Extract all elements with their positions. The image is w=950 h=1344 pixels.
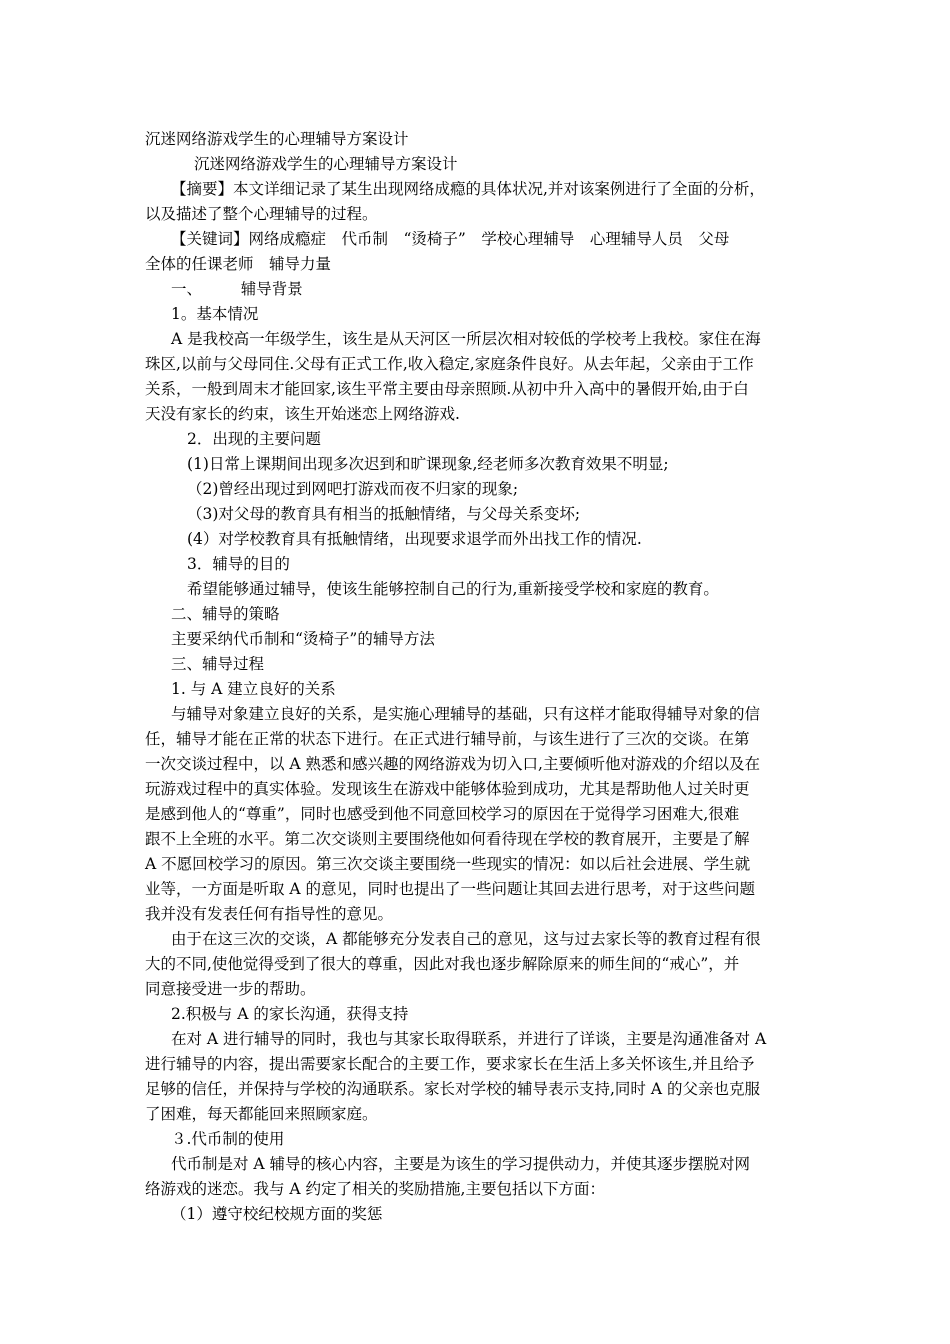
paragraph-line: 足够的信任，并保持与学校的沟通联系。家长对学校的辅导表示支持,同时 A 的父亲也克服 <box>145 1080 760 1098</box>
list-item: （1）遵守校纪校规方面的奖惩 <box>171 1205 383 1223</box>
section-heading-strategy: 二、辅导的策略 <box>171 605 280 623</box>
paragraph-line: 了困难，每天都能回来照顾家庭。 <box>145 1105 378 1123</box>
section-heading-background: 一、 辅导背景 <box>171 280 303 298</box>
paragraph-line: 珠区,以前与父母同住.父母有正式工作,收入稳定,家庭条件良好。从去年起，父亲由于工作 <box>145 355 754 373</box>
document-subtitle: 沉迷网络游戏学生的心理辅导方案设计 <box>194 155 458 173</box>
paragraph-line: 主要采纳代币制和“烫椅子”的辅导方法 <box>171 630 435 648</box>
keywords-line-1: 【关键词】网络成瘾症 代币制 “烫椅子” 学校心理辅导 心理辅导人员 父母 <box>171 230 730 248</box>
paragraph-line: 希望能够通过辅导，使该生能够控制自己的行为,重新接受学校和家庭的教育。 <box>187 580 719 598</box>
paragraph-line: 同意接受进一步的帮助。 <box>145 980 316 998</box>
paragraph-line: A 是我校高一年级学生，该生是从天河区一所层次相对较低的学校考上我校。家住在海 <box>171 330 761 348</box>
list-item: （3)对父母的教育具有相当的抵触情绪，与父母关系变坏; <box>187 505 581 523</box>
subheading-token-economy: ３.代币制的使用 <box>171 1130 285 1148</box>
keywords-line-2: 全体的任课老师 辅导力量 <box>145 255 332 273</box>
paragraph-line: 进行辅导的内容，提出需要家长配合的主要工作，要求家长在生活上多关怀该生,并且给予 <box>145 1055 755 1073</box>
section-heading-process: 三、辅导过程 <box>171 655 265 673</box>
paragraph-line: 玩游戏过程中的真实体验。发现该生在游戏中能够体验到成功，尤其是帮助他人过关时更 <box>145 780 750 798</box>
subheading-parents: 2.积极与 A 的家长沟通，获得支持 <box>171 1005 409 1023</box>
list-item: (4）对学校教育具有抵触情绪，出现要求退学而外出找工作的情况. <box>187 530 642 548</box>
paragraph-line: 与辅导对象建立良好的关系，是实施心理辅导的基础，只有这样才能取得辅导对象的信 <box>171 705 761 723</box>
subheading-purpose: 3．辅导的目的 <box>187 555 290 573</box>
list-item: (1)日常上课期间出现多次迟到和旷课现象,经老师多次教育效果不明显; <box>187 455 669 473</box>
paragraph-line: 是感到他人的“尊重”，同时也感受到他不同意回校学习的原因在于觉得学习困难大,很难 <box>145 805 740 823</box>
paragraph-line: A 不愿回校学习的原因。第三次交谈主要围绕一些现实的情况：如以后社会进展、学生就 <box>145 855 751 873</box>
subheading-main-problems: 2．出现的主要问题 <box>187 430 321 448</box>
abstract-line-2: 以及描述了整个心理辅导的过程。 <box>145 205 378 223</box>
subheading-relationship: 1. 与 A 建立良好的关系 <box>171 680 336 698</box>
paragraph-line: 代币制是对 A 辅导的核心内容，主要是为该生的学习提供动力，并使其逐步摆脱对网 <box>171 1155 751 1173</box>
document-title: 沉迷网络游戏学生的心理辅导方案设计 <box>145 130 409 148</box>
list-item: （2)曾经出现过到网吧打游戏而夜不归家的现象; <box>187 480 519 498</box>
paragraph-line: 由于在这三次的交谈，A 都能够充分发表自己的意见，这与过去家长等的教育过程有很 <box>171 930 761 948</box>
paragraph-line: 一次交谈过程中，以 A 熟悉和感兴趣的网络游戏为切入口,主要倾听他对游戏的介绍以及在 <box>145 755 760 773</box>
paragraph-line: 大的不同,使他觉得受到了很大的尊重，因此对我也逐步解除原来的师生间的“戒心”，并 <box>145 955 740 973</box>
paragraph-line: 任，辅导才能在正常的状态下进行。在正式进行辅导前，与该生进行了三次的交谈。在第 <box>145 730 750 748</box>
paragraph-line: 业等，一方面是听取 A 的意见，同时也提出了一些问题让其回去进行思考，对于这些问题 <box>145 880 756 898</box>
paragraph-line: 跟不上全班的水平。第二次交谈则主要围绕他如何看待现在学校的教育展开，主要是了解 <box>145 830 750 848</box>
abstract-line-1: 【摘要】本文详细记录了某生出现网络成瘾的具体状况,并对该案例进行了全面的分析， <box>171 180 765 198</box>
subheading-basic-info: 1。基本情况 <box>171 305 259 323</box>
paragraph-line: 天没有家长的约束，该生开始迷恋上网络游戏. <box>145 405 460 423</box>
paragraph-line: 我并没有发表任何有指导性的意见。 <box>145 905 394 923</box>
paragraph-line: 关系，一般到周末才能回家,该生平常主要由母亲照顾.从初中升入高中的暑假开始,由于白 <box>145 380 749 398</box>
paragraph-line: 在对 A 进行辅导的同时，我也与其家长取得联系，并进行了详谈，主要是沟通准备对 A <box>171 1030 767 1048</box>
paragraph-line: 络游戏的迷恋。我与 A 约定了相关的奖励措施,主要包括以下方面： <box>145 1180 605 1198</box>
